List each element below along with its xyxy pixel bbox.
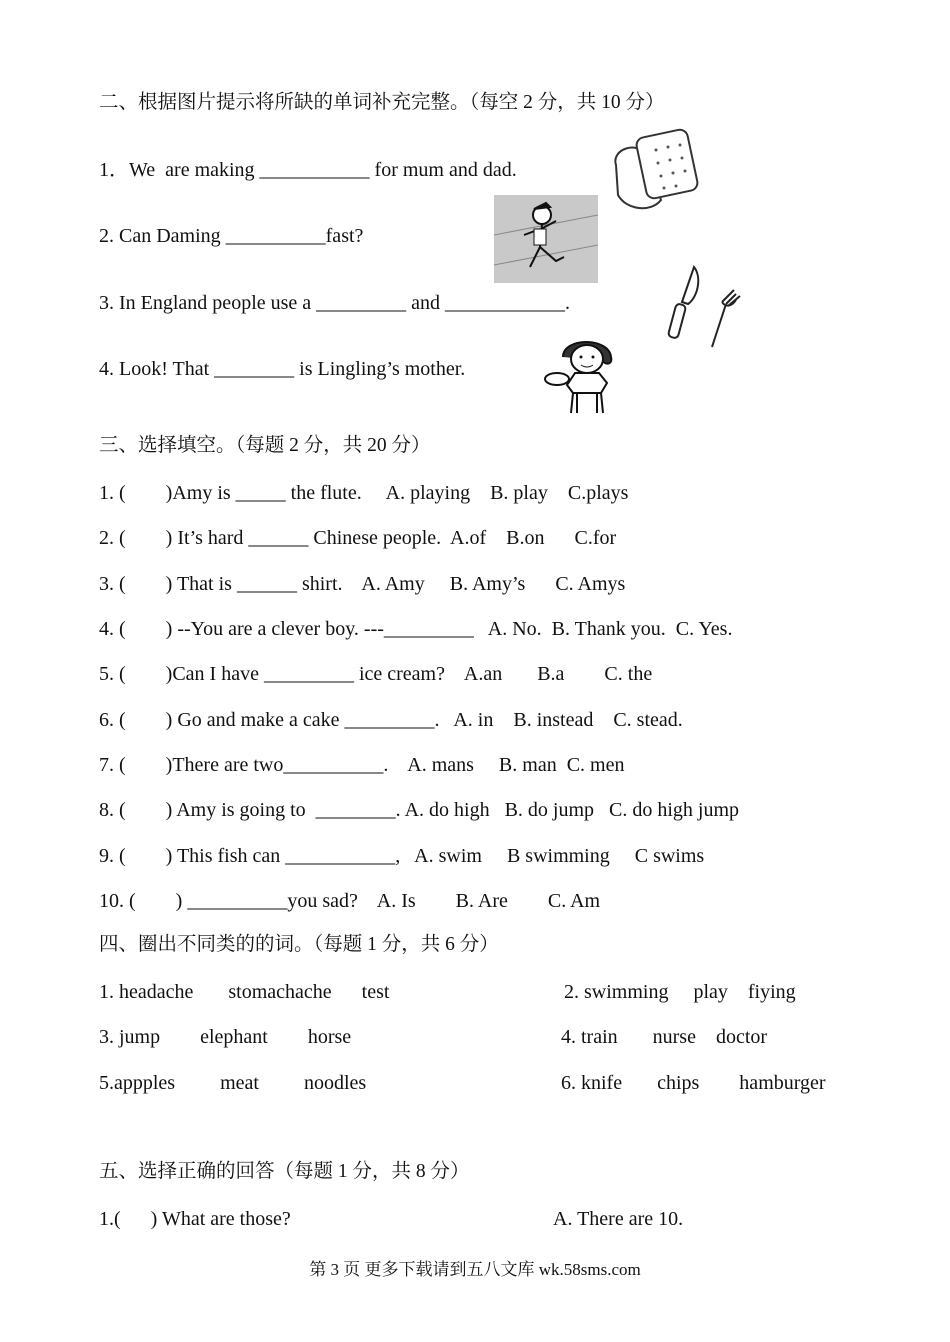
section5-answer-1: A. There are 10. — [553, 1208, 684, 1230]
section3-item-7: 7. ( )There are two__________. A. mans B. man C. men — [99, 754, 625, 776]
section5-heading: 五、选择正确的回答（每题 1 分，共 8 分） — [99, 1161, 470, 1182]
section2-item-4: 4. Look! That ________ is Lingling’s mother. — [99, 358, 466, 380]
section5-question-1: 1.( ) What are those? — [99, 1208, 291, 1230]
section3-item-9: 9. ( ) This fish can ___________, A. swim B swimming C swims — [99, 845, 705, 867]
biscuits-picture — [606, 125, 706, 213]
woman-cook-picture — [543, 335, 627, 417]
section3-item-10: 10. ( ) __________you sad? A. Is B. Are C. Am — [99, 890, 601, 912]
section2-item-3: 3. In England people use a _________ and ____________. — [99, 292, 571, 314]
section4-row-1-right: 2. swimming play fiying — [564, 981, 796, 1003]
section3-item-3: 3. ( ) That is ______ shirt. A. Amy B. Amy’s C. Amys — [99, 573, 626, 595]
section4-row-1-left: 1. headache stomachache test — [99, 981, 390, 1003]
section3-item-8: 8. ( ) Amy is going to ________. A. do high B. do jump C. do high jump — [99, 799, 740, 821]
section3-heading: 三、选择填空。（每题 2 分，共 20 分） — [99, 435, 431, 456]
section3-item-2: 2. ( ) It’s hard ______ Chinese people. A.of B.on C.for — [99, 527, 617, 549]
section4-row-3-right: 6. knife chips hamburger — [561, 1072, 826, 1094]
section4-row-3-left: 5.appples meat noodles — [99, 1072, 367, 1094]
knife-fork-picture — [664, 262, 748, 354]
section4-heading: 四、圈出不同类的的词。（每题 1 分，共 6 分） — [99, 934, 499, 955]
section3-item-6: 6. ( ) Go and make a cake _________. A. in B. instead C. stead. — [99, 709, 683, 731]
section3-item-5: 5. ( )Can I have _________ ice cream? A.an B.a C. the — [99, 663, 653, 685]
section2-heading: 二、根据图片提示将所缺的单词补充完整。（每空 2 分，共 10 分） — [99, 92, 665, 113]
section2-item-1: 1．We are making ___________ for mum and dad. — [99, 159, 517, 181]
page-footer: 第 3 页 更多下载请到五八文库 wk.58sms.com — [309, 1260, 641, 1279]
section2-item-2: 2. Can Daming __________fast? — [99, 225, 364, 247]
section3-item-1: 1. ( )Amy is _____ the flute. A. playing B. play C.plays — [99, 482, 629, 504]
running-boy-picture — [494, 195, 598, 283]
section4-row-2-left: 3. jump elephant horse — [99, 1026, 352, 1048]
section4-row-2-right: 4. train nurse doctor — [561, 1026, 768, 1048]
section3-item-4: 4. ( ) --You are a clever boy. ---_________ A. No. B. Thank you. C. Yes. — [99, 618, 733, 640]
